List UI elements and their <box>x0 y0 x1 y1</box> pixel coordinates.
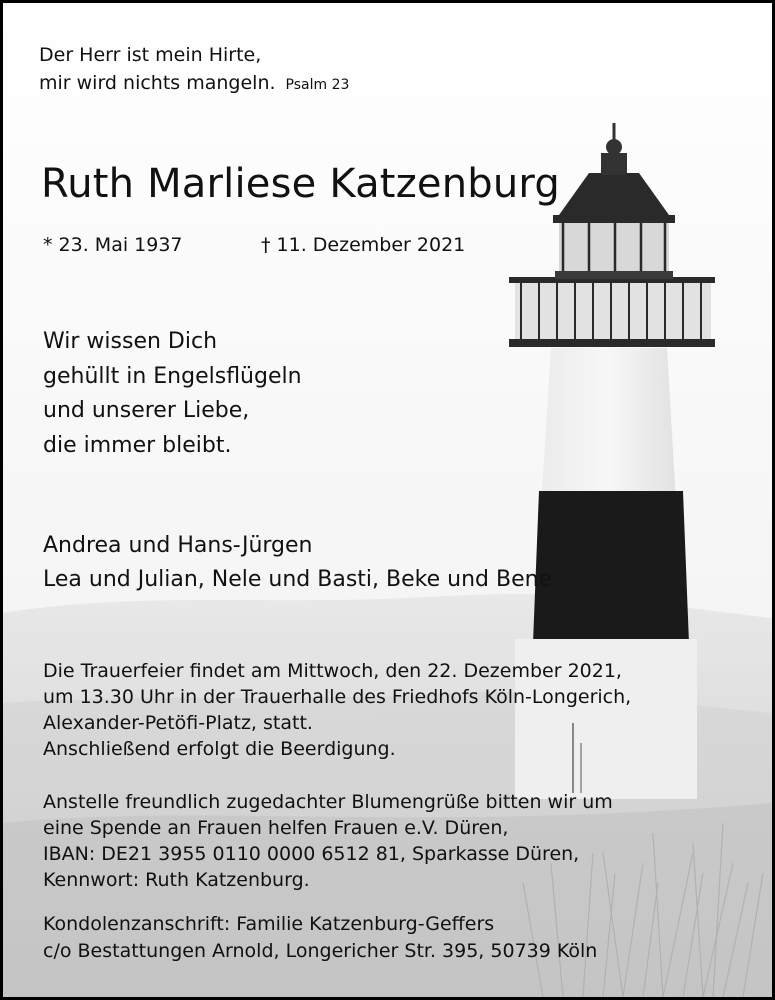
donation-line: IBAN: DE21 3955 0110 0000 6512 81, Sparkasse Düren, <box>43 843 580 865</box>
address-line: c/o Bestattungen Arnold, Longericher Str. 395, 50739 Köln <box>43 940 598 962</box>
psalm-reference: Psalm 23 <box>285 77 350 93</box>
mourners <box>43 529 552 597</box>
poem-line: und unserer Liebe, <box>43 398 250 423</box>
service-line: Die Trauerfeier findet am Mittwoch, den 22. Dezember 2021, <box>43 660 622 682</box>
address-line: Kondolenzanschrift: Familie Katzenburg-Geffers <box>43 913 495 935</box>
memorial-poem <box>43 325 302 463</box>
psalm-quote <box>39 41 349 99</box>
life-dates <box>43 232 466 258</box>
psalm-line-text: mir wird nichts mangeln. <box>39 72 276 94</box>
service-line: Anschließend erfolgt die Beerdigung. <box>43 738 396 760</box>
donation-line: eine Spende an Frauen helfen Frauen e.V. Düren, <box>43 817 509 839</box>
death-date: † 11. Dezember 2021 <box>261 234 466 256</box>
psalm-line <box>39 69 349 99</box>
psalm-line: Der Herr ist mein Hirte, <box>39 44 262 66</box>
donation-line: Anstelle freundlich zugedachter Blumengrüße bitten wir um <box>43 791 613 813</box>
donation-request <box>43 789 613 893</box>
service-line: um 13.30 Uhr in der Trauerhalle des Friedhofs Köln-Longerich, <box>43 686 632 708</box>
poem-line: die immer bleibt. <box>43 432 232 458</box>
funeral-service-info <box>43 658 631 762</box>
poem-line: gehüllt in Engelsflügeln <box>43 363 302 389</box>
mourners-line: Andrea und Hans-Jürgen <box>43 533 313 558</box>
mourners-line: Lea und Julian, Nele und Basti, Beke und Bene <box>43 567 553 592</box>
poem-line: Wir wissen Dich <box>43 329 218 354</box>
birth-date: * 23. Mai 1937 <box>43 234 183 256</box>
donation-line: Kennwort: Ruth Katzenburg. <box>43 869 310 891</box>
deceased-name: Ruth Marliese Katzenburg <box>41 161 560 207</box>
condolence-address <box>43 911 597 965</box>
service-line: Alexander-Petöfi-Platz, statt. <box>43 712 313 734</box>
